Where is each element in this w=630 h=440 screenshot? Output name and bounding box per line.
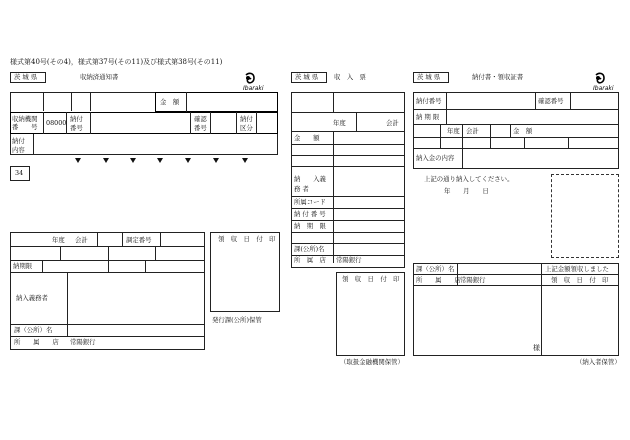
down-arrow-icon — [157, 158, 163, 163]
left-bank: 常陽銀行 — [70, 338, 96, 346]
left-payment-div-label: 納付区分 — [240, 115, 253, 132]
middle-year-label: 年度 — [333, 119, 346, 127]
right-received-notice: 上記金額領収しました — [545, 265, 609, 273]
middle-amount-label: 金 額 — [294, 134, 320, 142]
left-agency-code: 08000 — [46, 119, 67, 127]
logo-text: Ibaraki — [593, 85, 614, 92]
left-dept-label: 課（公所）名 — [14, 326, 53, 334]
right-date-label: 年 月 日 — [444, 187, 489, 195]
right-branch-label: 所 属 店 — [416, 276, 461, 284]
middle-bank: 常陽銀行 — [336, 256, 362, 264]
middle-title: 収 入 票 — [334, 73, 366, 81]
down-arrow-icon — [242, 158, 248, 163]
right-notice: 上記の通り納入してください。 — [424, 175, 514, 183]
middle-payer-label: 納 入義 務 者 — [294, 175, 326, 193]
middle-receipt-stamp-box — [336, 272, 405, 356]
middle-payment-no-label: 納 付 番 号 — [294, 210, 326, 218]
down-arrow-icon — [103, 158, 109, 163]
left-due-label: 納期限 — [13, 262, 33, 270]
down-arrow-icon — [185, 158, 191, 163]
left-prefecture: 茨 城 県 — [14, 73, 38, 81]
right-amount-label: 金 額 — [513, 127, 533, 135]
left-payer-label: 納入義務者 — [16, 294, 48, 302]
left-confirm-no-label: 確認番号 — [194, 115, 207, 132]
right-sama: 様 — [533, 344, 540, 352]
down-arrow-icon — [213, 158, 219, 163]
right-confirm-no-label: 確認番号 — [538, 97, 564, 105]
middle-dept-label: 課(公所)名 — [294, 245, 325, 253]
right-prefecture: 茨 城 県 — [417, 73, 441, 81]
left-receipt-stamp-label: 領 収 日 付 印 — [218, 235, 276, 243]
right-bank: 常陽銀行 — [460, 276, 486, 284]
ibaraki-logo — [240, 72, 274, 92]
form-numbers: 様式第40号(その4)，様式第37号(その11)及び様式第38号(その11) — [10, 58, 223, 66]
right-due-label: 納 期 限 — [416, 113, 440, 121]
right-account-label: 会計 — [466, 127, 479, 135]
middle-account-label: 会計 — [386, 119, 399, 127]
logo-text: Ibaraki — [243, 85, 264, 92]
right-payment-no-label: 納付番号 — [416, 97, 442, 105]
middle-dept-code-label: 所属コード — [294, 198, 326, 206]
left-assessment-no-label: 調定番号 — [126, 236, 152, 244]
right-content-label: 納入金の内容 — [416, 154, 455, 162]
right-receipt-stamp-label: 領 収 日 付 印 — [551, 276, 609, 284]
middle-due-label: 納 期 限 — [294, 222, 326, 230]
left-receipt-stamp-box — [210, 232, 280, 312]
left-title: 収納済通知書 — [80, 73, 119, 81]
middle-branch-label: 所 属 店 — [294, 256, 326, 264]
left-year-label: 年度 — [52, 236, 65, 244]
middle-keeper: （取扱金融機関保管） — [340, 358, 404, 366]
left-payment-no-label: 納付番号 — [70, 115, 83, 132]
right-title: 納付書・領収証書 — [472, 73, 524, 81]
left-account-label: 会計 — [75, 236, 88, 244]
left-agency-label: 収納機関番 号 — [12, 115, 38, 132]
left-small-code: 34 — [15, 169, 24, 177]
down-arrow-icon — [75, 158, 81, 163]
left-branch-label: 所 属 店 — [14, 338, 59, 346]
left-keeper: 発行課(公所)保管 — [212, 316, 262, 324]
ibaraki-logo — [590, 72, 624, 92]
right-dept-label: 課（公所）名 — [416, 265, 455, 273]
left-content-label: 納付内容 — [12, 137, 25, 154]
left-amount-label: 金 額 — [160, 98, 180, 106]
down-arrow-icon — [130, 158, 136, 163]
middle-prefecture: 茨 城 県 — [295, 73, 319, 81]
right-dashed-stamp-area — [551, 174, 619, 258]
right-year-label: 年度 — [447, 127, 460, 135]
right-keeper: （納入者保管） — [576, 358, 621, 366]
middle-receipt-stamp-label: 領 収 日 付 印 — [342, 275, 400, 283]
